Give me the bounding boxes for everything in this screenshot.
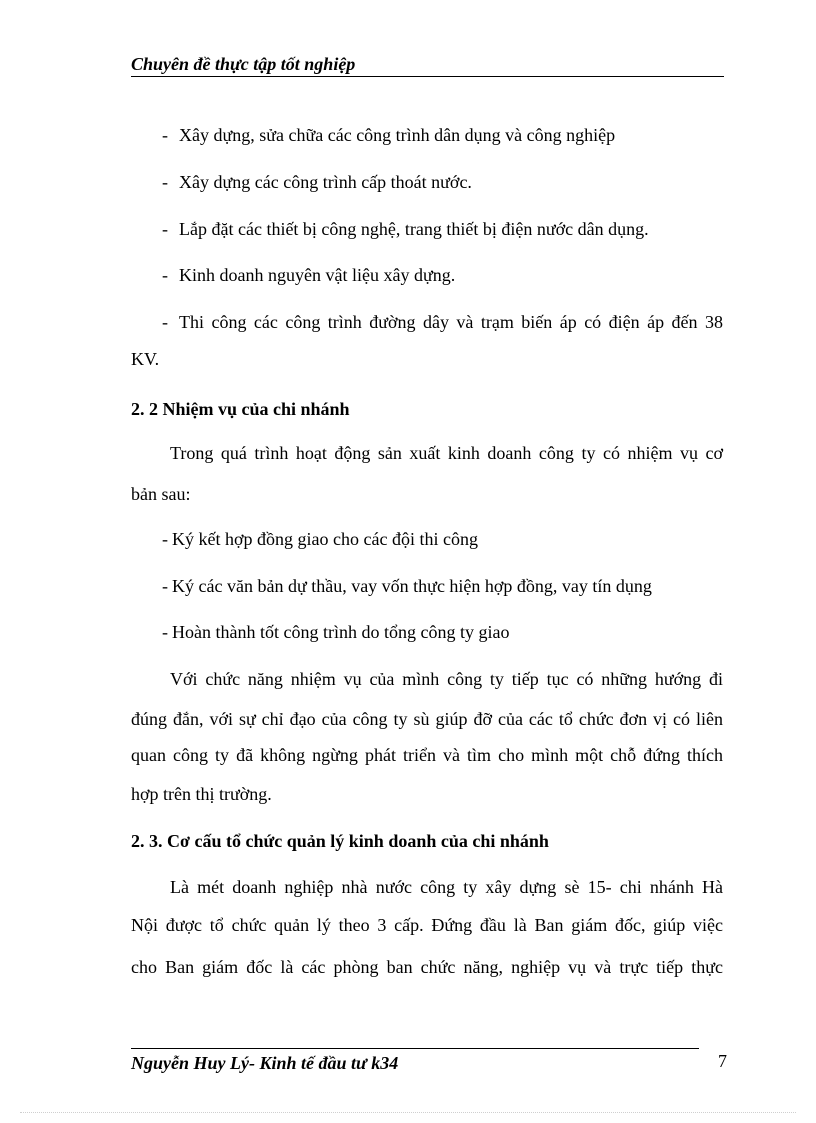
list-item [162,218,649,240]
bullet-dash: - [162,312,168,332]
paragraph-line: đúng đắn, với sự chỉ đạo của công ty sù giúp đỡ của các tổ chức đơn vị có liên [131,709,723,729]
list-item [162,575,652,597]
list-item-text: Ký kết hợp đồng giao cho các đội thi công [172,529,478,549]
list-item [162,124,615,146]
section-heading-2-2: 2. 2 Nhiệm vụ của chi nhánh [131,399,350,419]
list-item [162,621,509,643]
bullet-dash: - [162,529,168,549]
list-item-text: Lắp đặt các thiết bị công nghệ, trang thiết bị điện nước dân dụng. [179,219,649,239]
footer-author: Nguyễn Huy Lý- Kinh tế đầu tư k34 [131,1053,399,1073]
bullet-dash: - [162,576,168,596]
page-bottom-border [20,1112,796,1113]
list-item [162,264,455,286]
bullet-dash: - [162,265,168,285]
list-item-text: Xây dựng các công trình cấp thoát nước. [179,172,472,192]
list-item-continuation: KV. [131,349,160,369]
paragraph-line: quan công ty đã không ngừng phát triển và tìm cho mình một chỗ đứng thích [131,745,723,765]
section-heading-2-3: 2. 3. Cơ cấu tổ chức quản lý kinh doanh của chi nhánh [131,831,549,851]
list-item-text: Hoàn thành tốt công trình do tổng công ty giao [172,622,510,642]
list-item-text: Ký các văn bản dự thầu, vay vốn thực hiện hợp đồng, vay tín dụng [172,576,652,596]
bullet-dash: - [162,125,168,145]
list-item-text: Thi công các công trình đường dây và trạm biến áp có điện áp đến 38 [179,312,723,332]
list-item [162,528,478,550]
paragraph-line: Là mét doanh nghiệp nhà nước công ty xây dựng sè 15- chi nhánh Hà [170,877,723,897]
bullet-dash: - [162,622,168,642]
bullet-dash: - [162,219,168,239]
paragraph-line: Với chức năng nhiệm vụ của mình công ty tiếp tục có những hướng đi [170,669,723,689]
list-item [162,311,723,333]
paragraph-line: cho Ban giám đốc là các phòng ban chức năng, nghiệp vụ và trực tiếp thực [131,957,723,977]
paragraph-line: Trong quá trình hoạt động sản xuất kinh doanh công ty có nhiệm vụ cơ [170,443,723,463]
paragraph-line: Nội được tổ chức quản lý theo 3 cấp. Đứng đầu là Ban giám đốc, giúp việc [131,915,723,935]
list-item [162,171,472,193]
page-number: 7 [718,1051,727,1071]
bullet-dash: - [162,172,168,192]
list-item-text: Kinh doanh nguyên vật liệu xây dựng. [179,265,456,285]
paragraph-line: bản sau: [131,484,191,504]
page-header-title: Chuyên đề thực tập tốt nghiệp [131,52,724,77]
paragraph-line: hợp trên thị trường. [131,784,272,804]
footer-divider [131,1048,699,1049]
list-item-text: Xây dựng, sửa chữa các công trình dân dụng và công nghiệp [179,125,616,145]
